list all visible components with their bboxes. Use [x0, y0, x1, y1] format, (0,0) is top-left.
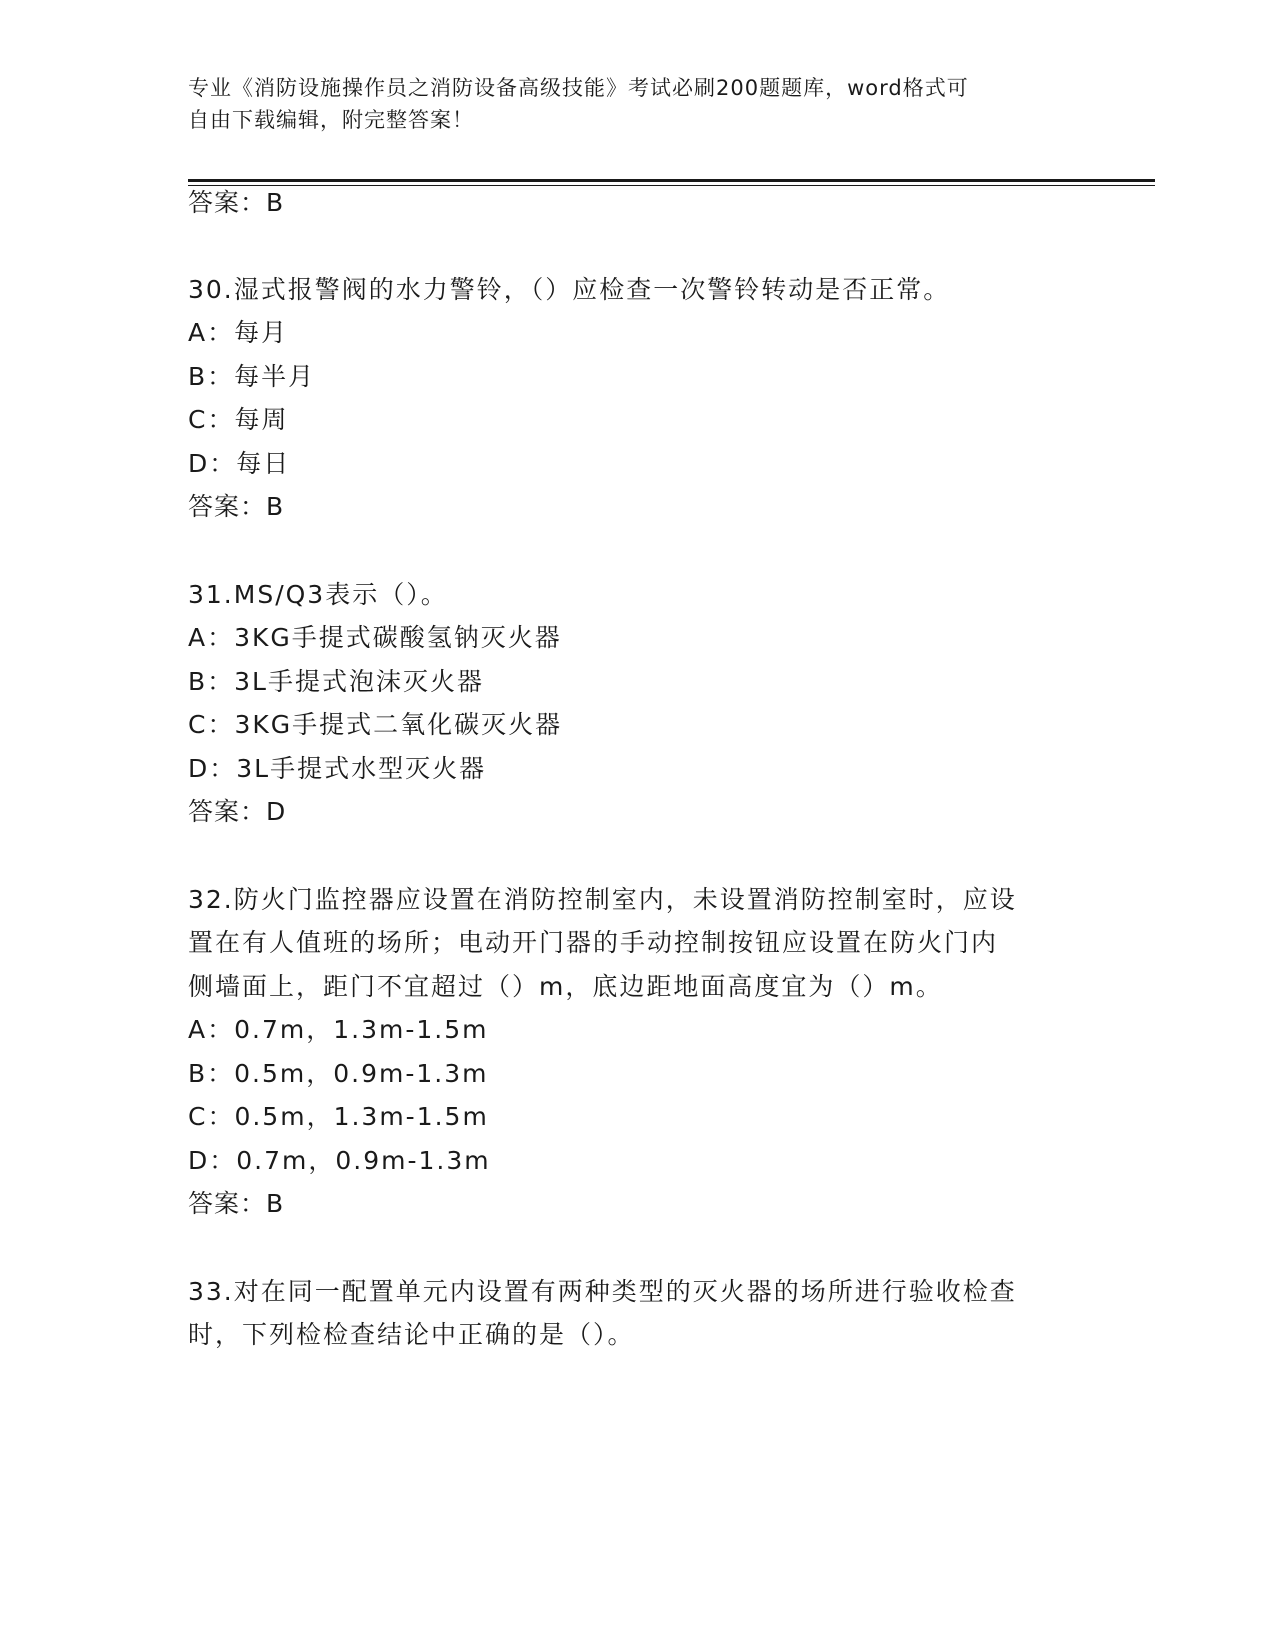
question-32-answer: 答案：B: [188, 1189, 285, 1218]
previous-answer: 答案：B: [188, 188, 285, 217]
question-33-stem-line-1: 33.对在同一配置单元内设置有两种类型的灭火器的场所进行验收检查: [188, 1277, 1017, 1306]
header-line-1: 专业《消防设施操作员之消防设备高级技能》考试必刷200题题库，word格式可: [188, 76, 969, 100]
question-31-option-c: C：3KG手提式二氧化碳灭火器: [188, 710, 563, 739]
question-30-answer: 答案：B: [188, 492, 285, 521]
question-32-option-a: A：0.7m，1.3m-1.5m: [188, 1015, 489, 1044]
question-31-option-a: A：3KG手提式碳酸氢钠灭火器: [188, 623, 562, 652]
question-32-option-d: D：0.7m，0.9m-1.3m: [188, 1146, 491, 1175]
document-header: [188, 72, 1088, 136]
question-31-option-b: B：3L手提式泡沫灭火器: [188, 667, 484, 696]
question-33-stem-line-2: 时，下列检检查结论中正确的是（）。: [188, 1320, 635, 1349]
question-32-option-c: C：0.5m，1.3m-1.5m: [188, 1102, 489, 1131]
question-32-stem-line-2: 置在有人值班的场所；电动开门器的手动控制按钮应设置在防火门内: [188, 928, 999, 957]
question-31-option-d: D：3L手提式水型灭火器: [188, 754, 487, 783]
header-line-2: 自由下载编辑，附完整答案！: [188, 108, 474, 132]
question-31-answer: 答案：D: [188, 797, 287, 826]
question-32-option-b: B：0.5m，0.9m-1.3m: [188, 1059, 489, 1088]
question-32-stem-line-1: 32.防火门监控器应设置在消防控制室内，未设置消防控制室时，应设: [188, 885, 1017, 914]
question-30-option-c: C：每周: [188, 405, 289, 434]
question-31-stem: 31.MS/Q3表示（）。: [188, 580, 448, 609]
question-30-stem: 30.湿式报警阀的水力警铃，（）应检查一次警铃转动是否正常。: [188, 275, 951, 304]
header-rule-thin: [188, 185, 1155, 186]
header-rule-thick: [188, 179, 1155, 182]
question-30-option-d: D：每日: [188, 449, 291, 478]
question-30-option-a: A：每月: [188, 318, 289, 347]
question-32-stem-line-3: 侧墙面上，距门不宜超过（）m，底边距地面高度宜为（）m。: [188, 972, 943, 1001]
question-30-option-b: B：每半月: [188, 362, 316, 391]
